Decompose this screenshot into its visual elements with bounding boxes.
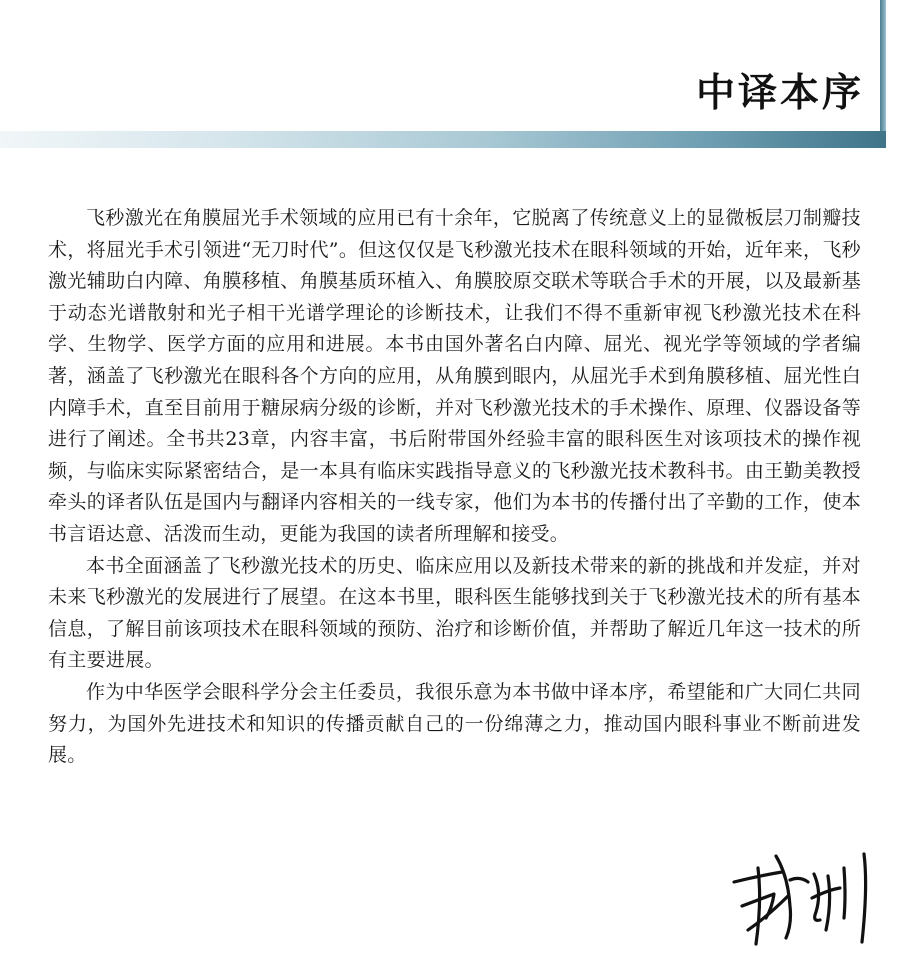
signature-stroke bbox=[776, 856, 791, 938]
header-gradient-band bbox=[0, 131, 886, 148]
paragraph-2: 本书全面涵盖了飞秒激光技术的历史、临床应用以及新技术带来的新的挑战和并发症，并对未来飞秒激光的发展进行了展望。在这本书里，眼科医生能够找到关于飞秒激光技术的所有基本信息，了解目前该项技术在眼科领域的预防、治疗和诊断价值，并帮助了解近几年这一技术的所有主要进展。 bbox=[48, 554, 861, 672]
right-accent-rule bbox=[880, 0, 886, 148]
preface-body bbox=[48, 203, 861, 772]
signature-stroke bbox=[790, 878, 808, 882]
signature-stroke bbox=[826, 876, 830, 930]
page-title: 中译本序 bbox=[695, 71, 864, 116]
signature-stroke bbox=[812, 888, 840, 898]
signature-stroke bbox=[862, 854, 866, 942]
signature-stroke bbox=[844, 868, 845, 918]
paragraph-1: 飞秒激光在角膜屈光手术领域的应用已有十余年，它脱离了传统意义上的显微板层刀制瓣技术，将屈光手术引领进“无刀时代”。但这仅仅是飞秒激光技术在眼科领域的开始，近年来，飞秒激光辅助白内障、角膜移植、角膜基质环植入、角膜胶原交联术等联合手术的开展，以及最新基于动态光谱散射和光子相干光谱学理论的诊断技术，让我们不得不重新审视飞秒激光技术在科学、生物学、医学方面的应用和进展。本书由国外著名白内障、屈光、视光学等领域的学者编著，涵盖了飞秒激光在眼科各个方向的应用，从角膜到眼内，从屈光手术到角膜移植、屈光性白内障手术，直至目前用于糖尿病分级的诊断，并对飞秒激光技术的手术操作、原理、仪器设备等进行了阐述。全书共23章，内容丰富，书后附带国外经验丰富的眼科医生对该项技术的操作视频，与临床实际紧密结合，是一本具有临床实践指导意义的飞秒激光技术教科书。由王勤美教授牵头的译者队伍是国内与翻译内容相关的一线专家，他们为本书的传播付出了辛勤的工作，使本书言语达意、活泼而生动，更能为我国的读者所理解和接受。 bbox=[48, 207, 861, 545]
signature-stroke bbox=[756, 868, 760, 944]
paragraph-3: 作为中华医学会眼科学分会主任委员，我很乐意为本书做中译本序，希望能和广大同仁共同努力，为国外先进技术和知识的传播贡献自己的一份绵薄之力，推动国内眼科事业不断前进发展。 bbox=[48, 680, 861, 767]
handwritten-signature bbox=[728, 846, 878, 950]
